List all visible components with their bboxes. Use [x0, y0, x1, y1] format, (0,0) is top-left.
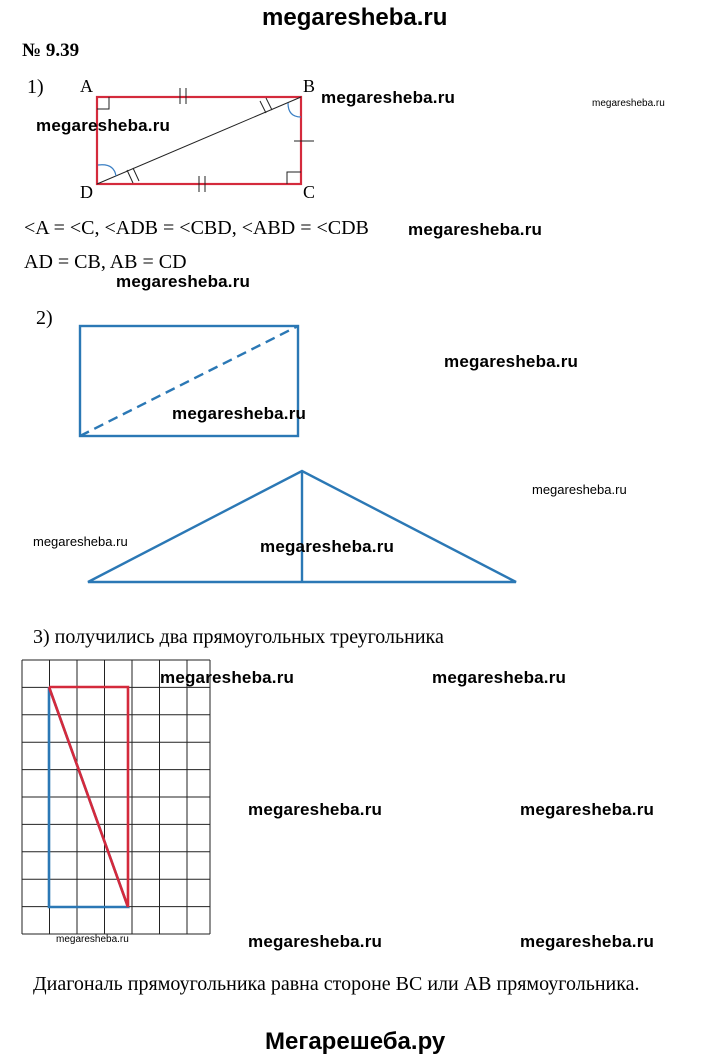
watermark: megaresheba.ru [592, 98, 665, 109]
watermark: megaresheba.ru [160, 668, 295, 687]
vertex-label-d: D [80, 182, 93, 202]
watermark: megaresheba.ru [248, 800, 383, 819]
vertex-label-b: B [303, 76, 316, 96]
conclusion-text: Диагональ прямоугольника равна стороне BC или AB прямоугольника. [33, 973, 640, 995]
watermark: megaresheba.ru [321, 88, 456, 107]
vertex-label-a: A [80, 76, 93, 96]
part1-number: 1) [27, 76, 44, 98]
watermark: megaresheba.ru [116, 272, 251, 291]
watermark: megaresheba.ru [408, 220, 543, 239]
grid-figure [22, 660, 210, 934]
part3-text: 3) получились два прямоугольных треугольника [33, 626, 444, 648]
watermark: megaresheba.ru [248, 932, 383, 951]
watermark: megaresheba.ru [36, 116, 171, 135]
angle-mark-abd-1 [260, 101, 266, 113]
footer-site-name[interactable]: Мегарешеба.ру [265, 1028, 446, 1055]
vertex-label-c: C [303, 182, 316, 202]
watermark: megaresheba.ru [56, 934, 129, 945]
angle-mark-abd-2 [266, 98, 272, 110]
task-number: № 9.39 [22, 40, 80, 61]
watermark: megaresheba.ru [444, 352, 579, 371]
triangle-figure [88, 471, 516, 582]
site-title[interactable]: megaresheba.ru [262, 4, 448, 31]
watermark: megaresheba.ru [33, 534, 128, 549]
sides-equality: AD = CB, AB = CD [24, 251, 187, 273]
right-angle-mark-c [287, 172, 301, 184]
rectangle-abcd-figure [97, 88, 314, 192]
angle-mark-cdb-2 [133, 168, 139, 181]
angle-mark-cdb-1 [127, 170, 133, 183]
watermark: megaresheba.ru [172, 404, 307, 423]
watermark: megaresheba.ru [532, 482, 627, 497]
part2-number: 2) [36, 307, 53, 329]
right-angle-mark-a [97, 97, 109, 109]
watermark: megaresheba.ru [260, 537, 395, 556]
watermark: megaresheba.ru [432, 668, 567, 687]
angle-arc-b [288, 103, 301, 117]
watermark: megaresheba.ru [520, 932, 655, 951]
angles-equality: <A = <C, <ADB = <CBD, <ABD = <CDB [24, 217, 369, 239]
watermark: megaresheba.ru [520, 800, 655, 819]
angle-arc-d [98, 165, 116, 176]
